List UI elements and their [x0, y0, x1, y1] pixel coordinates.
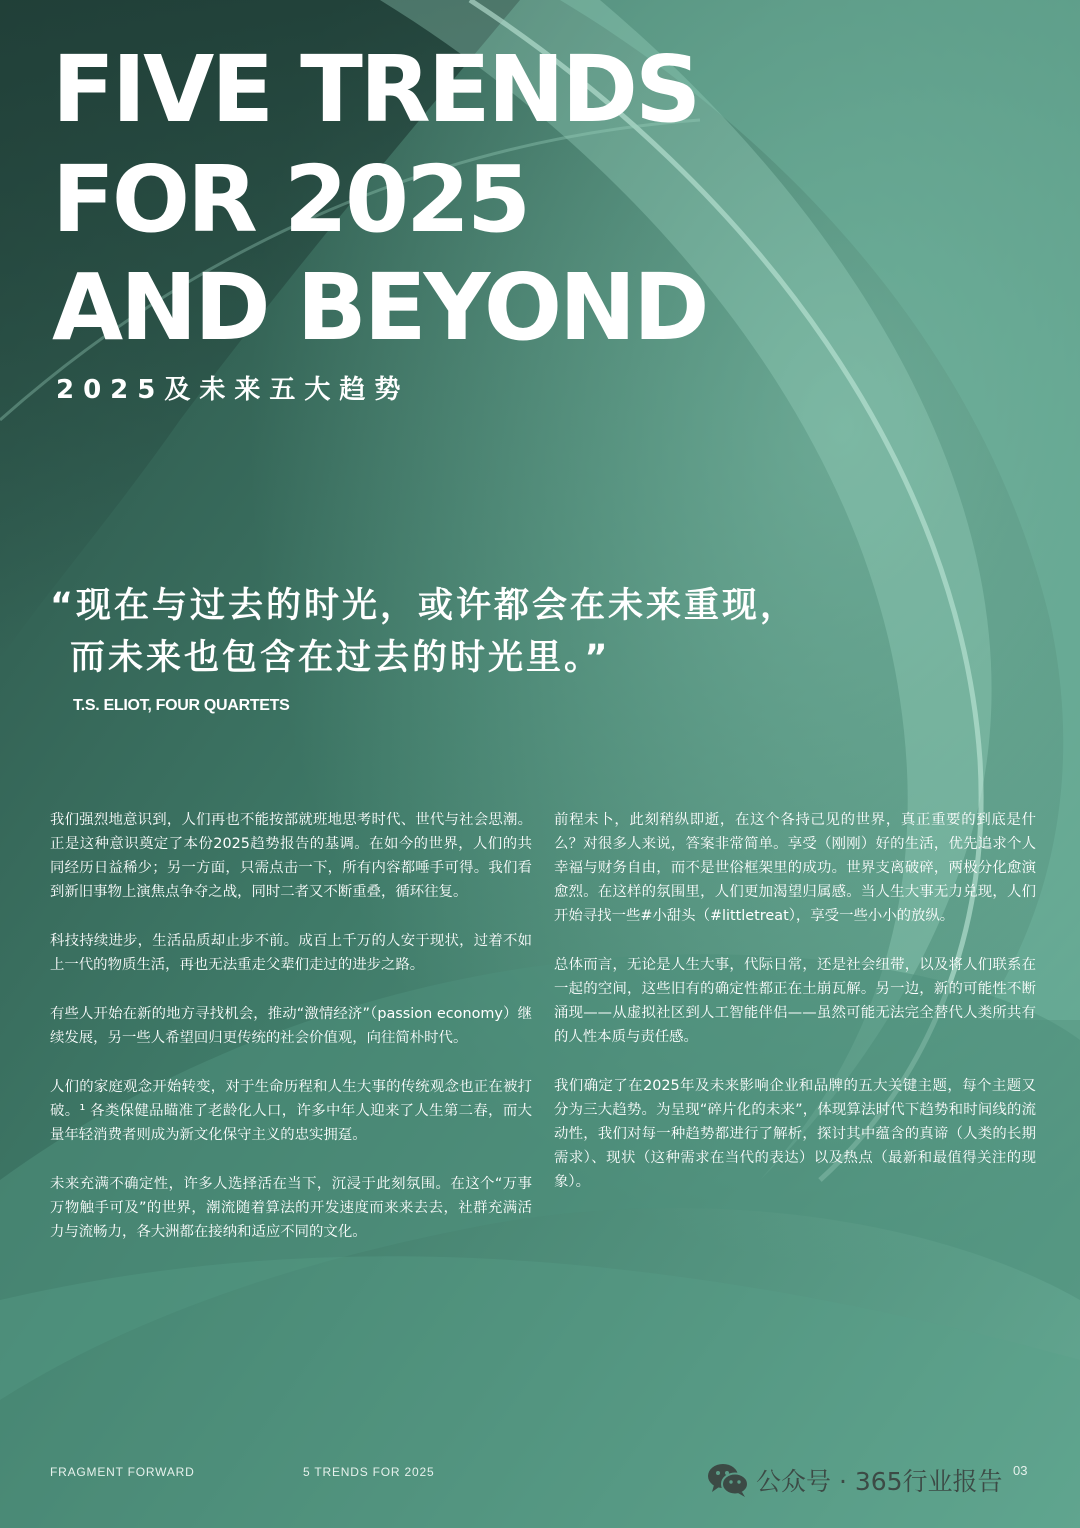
wechat-icon: [706, 1461, 750, 1499]
pull-quote: [50, 580, 930, 684]
quote-line-2: 而未来也包含在过去的时光里。”: [70, 638, 611, 678]
body-column-left: [50, 808, 532, 1269]
title-line-2: FOR 2025: [52, 146, 528, 253]
subtitle: 2025及未来五大趋势: [56, 375, 410, 405]
body-paragraph: 未来充满不确定性，许多人选择活在当下，沉浸于此刻氛围。在这个“万事万物触手可及”的世界，潮流随着算法的开发速度而来来去去，社群充满活力与流畅力，各大洲都在接纳和适应不同的文化。: [50, 1176, 532, 1240]
body-paragraph: 总体而言，无论是人生大事，代际日常，还是社会纽带，以及将人们联系在一起的空间，这些旧有的确定性都正在土崩瓦解。另一边，新的可能性不断涌现——从虚拟社区到人工智能伴侣——虽然可能无法完全替代人类所共有的人性本质与责任感。: [554, 957, 1036, 1045]
body-paragraph: 我们强烈地意识到，人们再也不能按部就班地思考时代、世代与社会思潮。正是这种意识奠定了本份2025趋势报告的基调。在如今的世界，人们的共同经历日益稀少；另一方面，只需点击一下，所有内容都唾手可得。我们看到新旧事物上演焦点争夺之战，同时二者又不断重叠，循环往复。: [50, 812, 532, 900]
footer-section-label: FRAGMENT FORWARD: [50, 1465, 195, 1479]
body-column-right: [554, 808, 1036, 1219]
footer-report-label: 5 TRENDS FOR 2025: [303, 1465, 435, 1479]
body-paragraph: 有些人开始在新的地方寻找机会，推动“激情经济”（passion economy）继续发展，另一些人希望回归更传统的社会价值观，向往简朴时代。: [50, 1006, 532, 1046]
quote-line-1: “现在与过去的时光，或许都会在未来重现，: [50, 586, 799, 626]
title-line-1: FIVE TRENDS: [52, 36, 699, 143]
body-paragraph: 人们的家庭观念开始转变，对于生命历程和人生大事的传统观念也正在被打破。¹ 各类保健品瞄准了老龄化人口，许多中年人迎来了人生第二春，而大量年轻消费者则成为新文化保守主义的忠实拥趸。: [50, 1079, 532, 1143]
watermark-text: 公众号 · 365行业报告: [756, 1467, 1003, 1496]
body-paragraph: 我们确定了在2025年及未来影响企业和品牌的五大关键主题，每个主题又分为三大趋势。为呈现“碎片化的未来”，体现算法时代下趋势和时间线的流动性，我们对每一种趋势都进行了解析，探讨其中蕴含的真谛（人类的长期需求）、现状（这种需求在当代的表达）以及热点（最新和最值得关注的现象）。: [554, 1078, 1036, 1190]
quote-attribution: T.S. ELIOT, FOUR QUARTETS: [73, 697, 290, 714]
page-number: 03: [1013, 1463, 1028, 1478]
body-paragraph: 前程未卜，此刻稍纵即逝，在这个各持己见的世界，真正重要的到底是什么？对很多人来说，答案非常简单。享受（刚刚）好的生活，优先追求个人幸福与财务自由，而不是世俗框架里的成功。世界支离破碎，两极分化愈演愈烈。在这样的氛围里，人们更加渴望归属感。当人生大事无力兑现，人们开始寻找一些#小甜头（#littletreat），享受一些小小的放纵。: [554, 812, 1036, 924]
title-line-3: AND BEYOND: [52, 254, 707, 361]
body-paragraph: 科技持续进步，生活品质却止步不前。成百上千万的人安于现状，过着不如上一代的物质生活，再也无法重走父辈们走过的进步之路。: [50, 933, 532, 973]
watermark: [706, 1461, 1003, 1499]
